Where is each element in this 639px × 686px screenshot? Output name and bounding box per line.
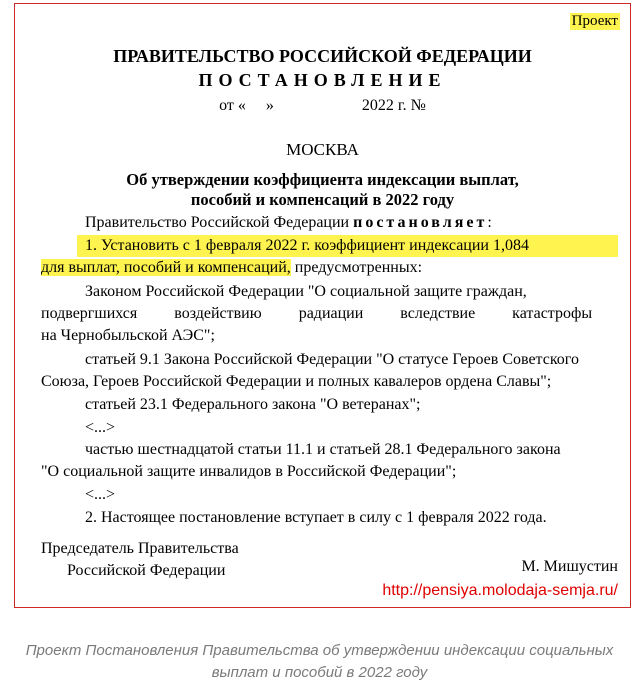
signature-title: [41, 538, 239, 582]
law1-line3: на Чернобыльской АЭС";: [41, 327, 215, 344]
title-line-2: пособий и компенсаций в 2022 году: [190, 190, 455, 209]
decree-heading: ПОСТАНОВЛЕНИЕ: [198, 70, 447, 90]
signature-title-line2: Российской Федерации: [67, 562, 226, 579]
date-year: 2022 г. №: [361, 97, 426, 114]
law1-line1: Законом Российской Федерации "О социальной защите граждан,: [85, 283, 527, 300]
item2: 2. Настоящее постановление вступает в силу с 1 февраля 2022 года.: [85, 509, 547, 526]
document-frame: [14, 3, 631, 608]
law3: статьей 23.1 Федерального закона "О ветеранах";: [85, 396, 421, 413]
image-caption: Проект Постановления Правительства об утверждении индексации социальных выплат и пособий в 2022 году: [25, 642, 614, 681]
item1-line2-highlight: для выплат, пособий и компенсаций,: [41, 259, 291, 276]
law4-line2: "О социальной защите инвалидов в Российской Федерации";: [41, 463, 457, 480]
city: МОСКВА: [286, 140, 359, 159]
law4-line1: частью шестнадцатой статьи 11.1 и статьей 28.1 Федерального закона: [85, 441, 561, 458]
law2-line2: Союза, Героев Российской Федерации и полных кавалеров ордена Славы";: [41, 373, 552, 390]
law1-line2: [41, 303, 618, 325]
ellipsis-1: <...>: [85, 419, 116, 436]
decree-date: [15, 97, 630, 115]
intro-spaced: постановляет: [353, 214, 488, 231]
draft-label: Проект: [571, 13, 618, 29]
document-title: [15, 170, 630, 210]
signature-name: М. Мишустин: [521, 558, 618, 575]
intro-colon: :: [487, 214, 492, 231]
date-prefix: от « »: [219, 97, 274, 114]
title-line-1: Об утверждении коэффициента индексации выплат,: [126, 170, 519, 189]
law2-line1: статьей 9.1 Закона Российской Федерации "О статусе Героев Советского: [85, 351, 579, 368]
item1-line1-text: 1. Установить с 1 февраля 2022 г. коэффициент индексации 1,084: [77, 235, 618, 257]
watermark-url[interactable]: http://pensiya.molodaja-semja.ru/: [382, 582, 618, 599]
government-heading: ПРАВИТЕЛЬСТВО РОССИЙСКОЙ ФЕДЕРАЦИИ: [113, 46, 532, 66]
item1-line1: [77, 235, 618, 257]
intro-text: Правительство Российской Федерации: [85, 214, 354, 231]
item1-line2: [41, 257, 422, 279]
ellipsis-2: <...>: [85, 486, 116, 503]
law1-line2-text: подвергшихся воздействию радиации вследствие катастрофы: [41, 305, 593, 322]
item1-line2-rest: предусмотренных:: [290, 259, 423, 276]
signature-title-line1: Председатель Правительства: [41, 540, 239, 557]
intro-paragraph: [85, 212, 492, 234]
